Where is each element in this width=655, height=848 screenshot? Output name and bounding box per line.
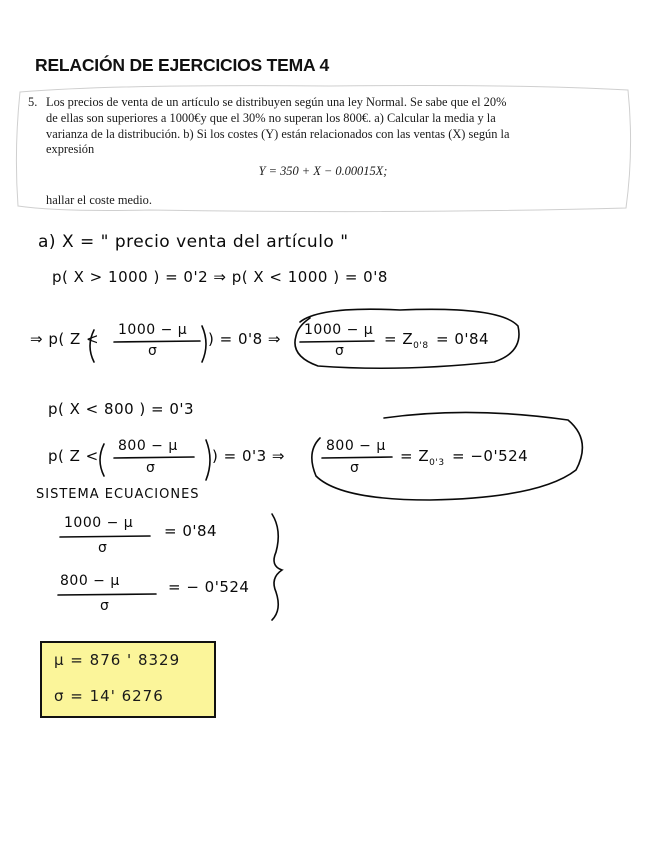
solution-z-result-800: ) = 0'3 ⇒: [212, 447, 286, 465]
fraction-numerator: 800 − μ: [60, 573, 120, 589]
answer-std: σ = 14' 6276: [54, 687, 164, 705]
problem-line: de ellas son superiores a 1000€y que el 30% no superan los 800€. a) Calcular la media y la: [46, 110, 496, 125]
answer-mean: μ = 876 ' 8329: [54, 651, 181, 669]
document-title: RELACIÓN DE EJERCICIOS TEMA 4: [35, 55, 330, 75]
fraction-denominator: σ: [100, 598, 110, 614]
fraction-denominator: σ: [98, 540, 108, 556]
problem-line: Los precios de venta de un artículo se distribuyen según una ley Normal. Se sabe que el 20%: [46, 95, 507, 109]
solution-line-a: a) X = " precio venta del artículo ": [38, 232, 349, 252]
fraction-denominator: σ: [350, 460, 360, 476]
solution-line-prob-800: p( X < 800 ) = 0'3: [48, 400, 195, 418]
solution-z-expr: ⇒ p( Z <: [30, 330, 100, 348]
solution-line-prob: p( X > 1000 ) = 0'2 ⇒ p( X < 1000 ) = 0'8: [52, 268, 388, 286]
answer-box: [40, 641, 216, 718]
fraction-numerator: 800 − μ: [118, 438, 178, 454]
problem-line: expresión: [46, 142, 95, 157]
z-quantile: = $Z_{0'3}$: [400, 447, 445, 468]
z-quantile: = $Z_{0'8}$: [384, 330, 429, 351]
z-value: = −0'524: [452, 447, 529, 465]
equation-rhs: = − 0'524: [168, 578, 250, 596]
fraction-denominator: σ: [146, 460, 156, 476]
fraction-denominator: σ: [148, 343, 158, 359]
problem-formula: Y = 350 + X − 0.00015X;: [258, 164, 388, 178]
fraction-numerator: 1000 − μ: [118, 322, 188, 338]
fraction-numerator: 1000 − μ: [304, 322, 374, 338]
system-heading: SISTEMA ECUACIONES: [36, 487, 200, 502]
fraction-denominator: σ: [335, 343, 345, 359]
problem-last-line: hallar el coste medio.: [46, 193, 152, 207]
problem-number: 5.: [28, 95, 38, 109]
fraction-numerator: 800 − μ: [326, 438, 386, 454]
problem-line: varianza de la distribución. b) Si los costes (Y) están relacionados con las ventas (X) según la: [46, 126, 510, 141]
solution-z-result: ) = 0'8 ⇒: [208, 330, 282, 348]
equation-rhs: = 0'84: [164, 522, 218, 540]
solution-z-expr-800: p( Z <: [48, 447, 99, 465]
z-value: = 0'84: [436, 330, 490, 348]
fraction-numerator: 1000 − μ: [64, 515, 134, 531]
